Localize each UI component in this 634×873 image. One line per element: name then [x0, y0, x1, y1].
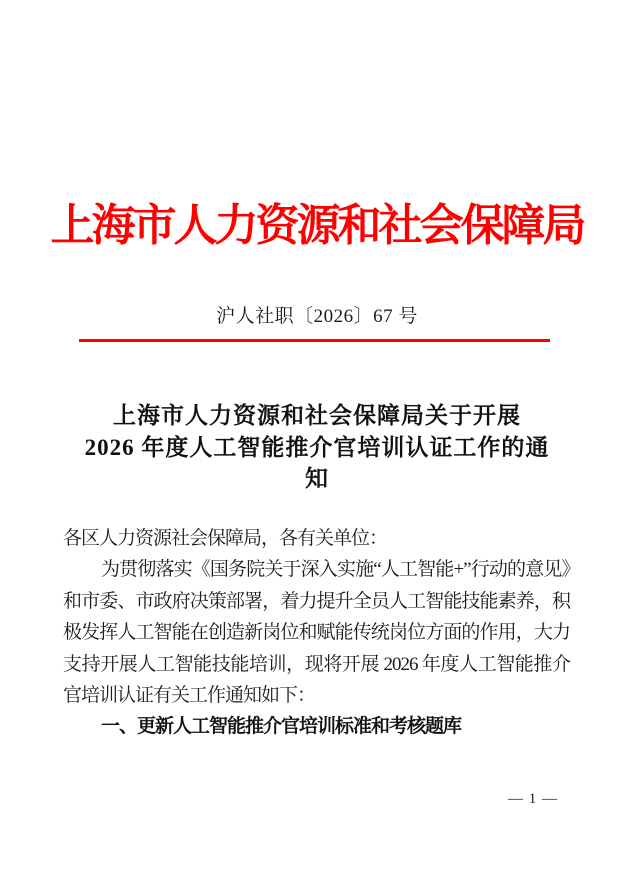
letterhead-divider-line	[79, 339, 550, 342]
notice-title	[0, 400, 634, 495]
page-number: — 1 —	[508, 791, 558, 807]
document-reference-number: 沪人社职〔2026〕67 号	[216, 306, 418, 327]
body-paragraph: 为贯彻落实《国务院关于深入实施“人工智能+”行动的意见》和市委、市政府决策部署，着力提升全员人工智能技能素养，积极发挥人工智能在创造新岗位和赋能传统岗位方面的作用，大力支持开展人工智能技能培训，现将开展 2026 年度人工智能推介官培训认证有关工作通知如下：	[63, 559, 570, 707]
notice-title-line-1: 上海市人力资源和社会保障局关于开展	[113, 403, 521, 428]
section-heading-1: 一、更新人工智能推介官培训标准和考核题库	[101, 716, 462, 738]
notice-title-line-3: 知	[305, 466, 329, 491]
salutation-line: 各区人力资源社会保障局，各有关单位：	[63, 528, 388, 549]
notice-title-line-2: 2026 年度人工智能推介官培训认证工作的通	[84, 434, 550, 460]
document-body	[63, 523, 570, 743]
letterhead-agency-name: 上海市人力资源和社会保障局	[50, 201, 584, 250]
